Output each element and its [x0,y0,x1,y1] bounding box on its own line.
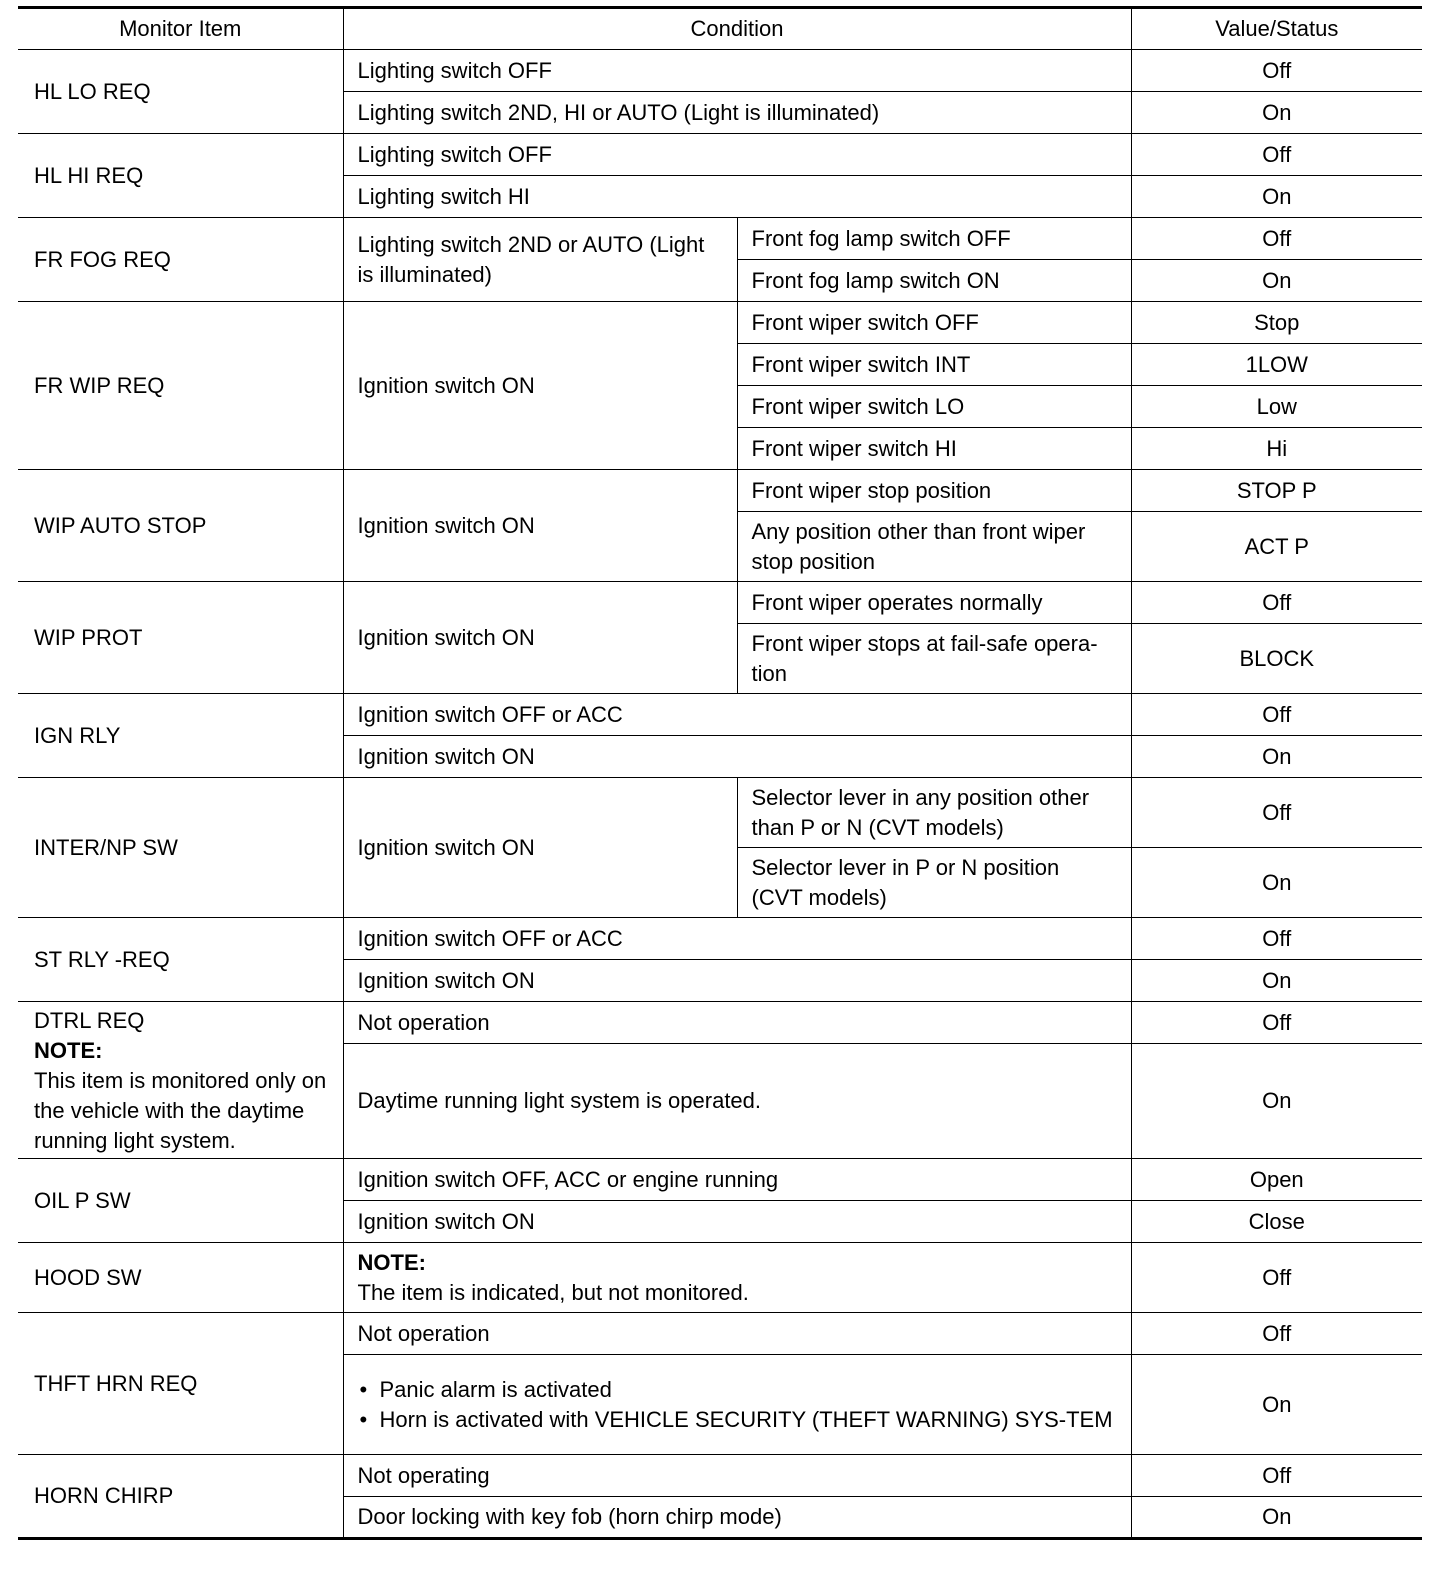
note-label: NOTE: [34,1038,103,1063]
sub-condition-cell: Front wiper switch OFF [737,302,1131,344]
table-row [18,134,1422,176]
value-cell: Close [1131,1201,1422,1243]
monitor-item-hl-lo-req: HL LO REQ [18,50,343,134]
condition-cell: Ignition switch OFF or ACC [343,918,1131,960]
value-cell: Off [1131,694,1422,736]
sub-condition-cell: Selector lever in P or N position (CVT models) [737,848,1131,918]
monitor-item-dtrl-req [18,1002,343,1159]
list-item: • Panic alarm is activated [358,1375,1117,1405]
condition-cell: Lighting switch HI [343,176,1131,218]
value-cell: Off [1131,1313,1422,1355]
sub-condition-cell: Selector lever in any position other than P or N (CVT models) [737,778,1131,848]
sub-condition-cell: Front fog lamp switch OFF [737,218,1131,260]
table-row [18,582,1422,624]
condition-cell: Not operating [343,1455,1131,1497]
value-cell: Off [1131,1243,1422,1313]
value-cell: 1LOW [1131,344,1422,386]
note-text: The item is indicated, but not monitored. [357,1279,749,1305]
value-cell: Off [1131,134,1422,176]
condition-cell: Lighting switch 2ND, HI or AUTO (Light is illuminated) [343,92,1131,134]
sub-condition-cell: Front wiper operates normally [737,582,1131,624]
value-cell: On [1131,260,1422,302]
table-row [18,50,1422,92]
value-cell: Open [1131,1159,1422,1201]
condition-cell: Ignition switch OFF or ACC [343,694,1131,736]
table-row [18,1243,1422,1313]
monitor-item-horn-chirp: HORN CHIRP [18,1455,343,1539]
monitor-item-oil-p-sw: OIL P SW [18,1159,343,1243]
value-cell: STOP P [1131,470,1422,512]
condition-cell [343,1355,1131,1455]
value-cell: Hi [1131,428,1422,470]
list-item: • Horn is activated with VEHICLE SECURITY (THEFT WARNING) SYS-TEM [358,1405,1117,1435]
condition-cell: Lighting switch 2ND or AUTO (Light is illuminated) [343,218,737,302]
sub-condition-cell: Front wiper switch INT [737,344,1131,386]
condition-cell: Ignition switch ON [343,778,737,918]
condition-cell: Not operation [343,1313,1131,1355]
table-row [18,1002,1422,1044]
sub-condition-cell: Front wiper stop position [737,470,1131,512]
value-cell: Off [1131,1002,1422,1044]
table-row [18,694,1422,736]
table-row [18,302,1422,344]
value-cell: Low [1131,386,1422,428]
monitor-item-hood-sw: HOOD SW [18,1243,343,1313]
condition-cell: Ignition switch ON [343,302,737,470]
value-cell: On [1131,736,1422,778]
value-cell: On [1131,1355,1422,1455]
table-row [18,1313,1422,1355]
bullet-list [358,1375,1117,1435]
condition-cell: Ignition switch ON [343,582,737,694]
sub-condition-cell: Front wiper switch LO [737,386,1131,428]
value-cell: On [1131,1044,1422,1159]
monitor-item-wip-auto-stop: WIP AUTO STOP [18,470,343,582]
monitor-item-ign-rly: IGN RLY [18,694,343,778]
condition-cell: Ignition switch ON [343,736,1131,778]
table-row [18,218,1422,260]
value-cell: ACT P [1131,512,1422,582]
value-cell: On [1131,176,1422,218]
monitor-item-fr-fog-req: FR FOG REQ [18,218,343,302]
value-cell: Off [1131,218,1422,260]
condition-cell: Door locking with key fob (horn chirp mode) [343,1497,1131,1539]
condition-cell: Daytime running light system is operated. [343,1044,1131,1159]
monitor-item-inter-np-sw: INTER/NP SW [18,778,343,918]
header-monitor-item: Monitor Item [18,8,343,50]
value-cell: Off [1131,582,1422,624]
value-cell: Off [1131,1455,1422,1497]
condition-cell: Lighting switch OFF [343,50,1131,92]
value-cell: On [1131,960,1422,1002]
monitor-item-st-rly-req: ST RLY -REQ [18,918,343,1002]
value-cell: Off [1131,918,1422,960]
monitor-item-thft-hrn-req: THFT HRN REQ [18,1313,343,1455]
condition-cell: Ignition switch ON [343,960,1131,1002]
value-cell: On [1131,1497,1422,1539]
value-cell: Off [1131,50,1422,92]
monitor-item-name: DTRL REQ [34,1008,145,1033]
header-condition: Condition [343,8,1131,50]
monitor-item-fr-wip-req: FR WIP REQ [18,302,343,470]
note-label: NOTE: [357,1249,426,1275]
sub-condition-cell: Front wiper switch HI [737,428,1131,470]
condition-cell: Ignition switch ON [343,470,737,582]
value-cell: On [1131,92,1422,134]
header-value-status: Value/Status [1131,8,1422,50]
monitor-item-table [18,6,1422,1540]
table-row [18,1159,1422,1201]
condition-cell: Not operation [343,1002,1131,1044]
value-cell: BLOCK [1131,624,1422,694]
table-row [18,470,1422,512]
condition-cell: Lighting switch OFF [343,134,1131,176]
sub-condition-cell: Front wiper stops at fail-safe opera-tion [737,624,1131,694]
note-text: This item is monitored only on the vehicle with the daytime running light system. [34,1068,327,1153]
table-row [18,778,1422,848]
condition-cell: Ignition switch OFF, ACC or engine running [343,1159,1131,1201]
sub-condition-cell: Any position other than front wiper stop position [737,512,1131,582]
table-row [18,918,1422,960]
condition-cell: Ignition switch ON [343,1201,1131,1243]
monitor-item-hl-hi-req: HL HI REQ [18,134,343,218]
table-header-row [18,8,1422,50]
table-row [18,1455,1422,1497]
sub-condition-cell: Front fog lamp switch ON [737,260,1131,302]
value-cell: On [1131,848,1422,918]
value-cell: Off [1131,778,1422,848]
monitor-item-wip-prot: WIP PROT [18,582,343,694]
value-cell: Stop [1131,302,1422,344]
condition-cell [343,1243,1131,1313]
